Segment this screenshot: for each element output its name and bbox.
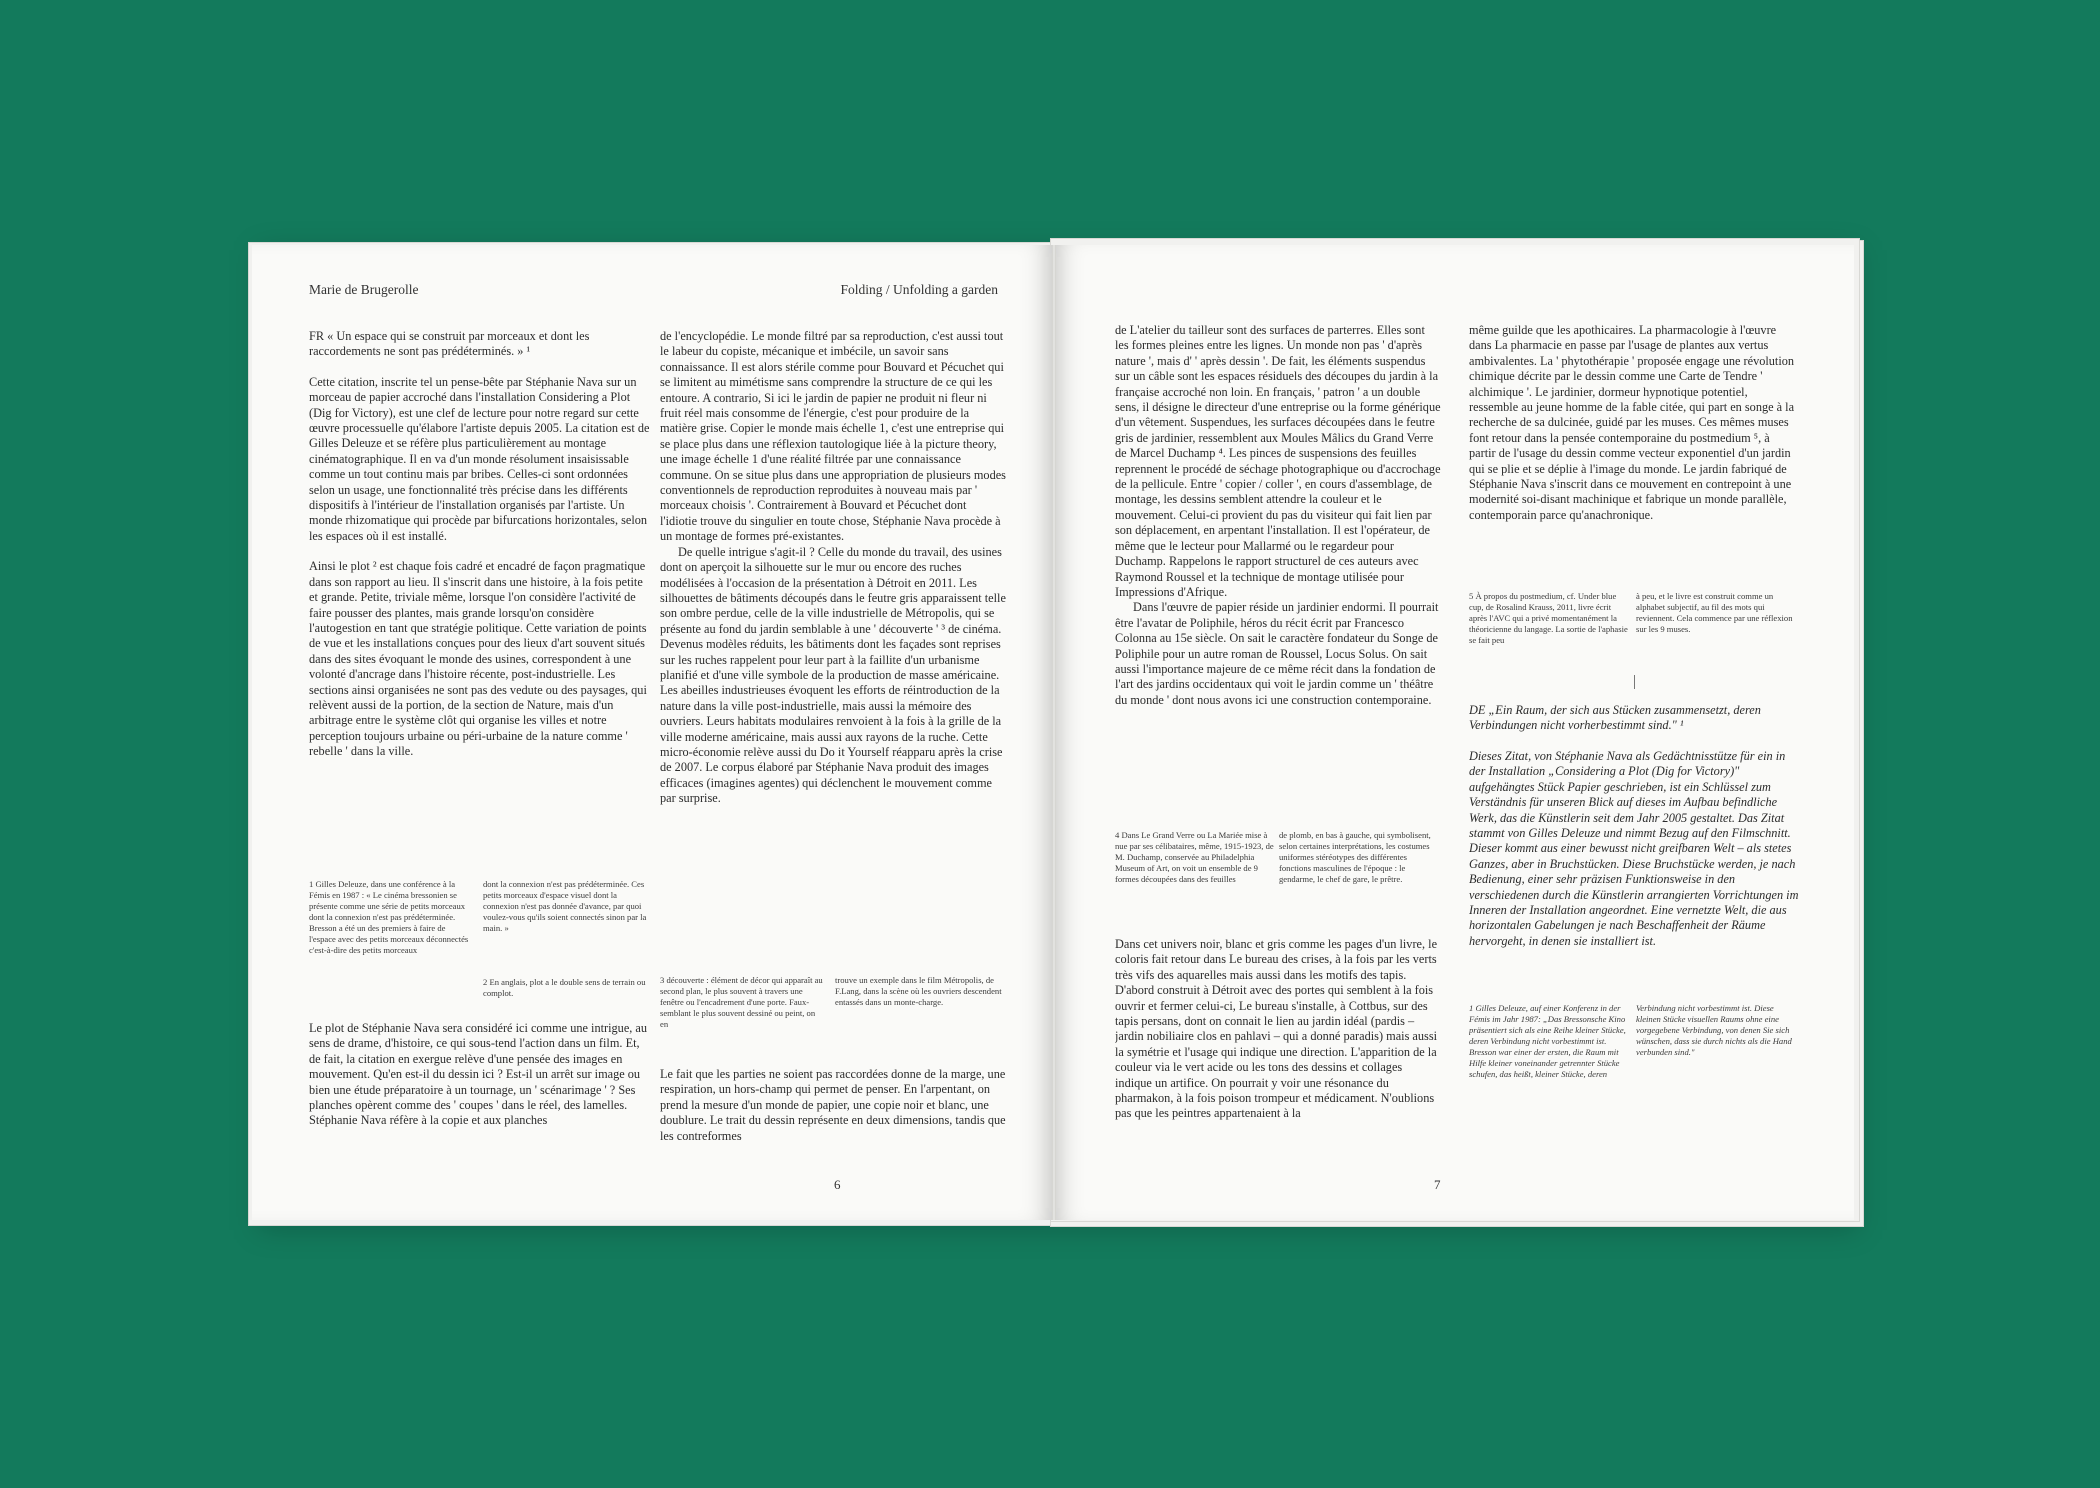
book-gutter xyxy=(1052,245,1056,1220)
paragraph: de l'encyclopédie. Le monde filtré par sa reproduction, c'est aussi tout le labeur du copiste, mécanique et imbécile, un savoir sans connaissance. Il est alors stérile comme pour Bouvard et Pécuchet qui se limitent au mimétisme sans comprendre la structure de ce qui les entoure. A contrario, Si ici le jardin de papier ne produit ni fleur ni fruit réel mais consomme de l'énergie, c'est pour produire de la matière grise. Copier le monde mais échelle 1, c'est une entreprise qui se place plus dans une réflexion tautologique liée à la picture theory, une image échelle 1 d'une réalité filtrée par une connaissance commune. On se situe plus dans une appropriation de plusieurs modes conventionnels de reproduction reproduites à nouveau mais par ' morceaux choisis '. Contrairement à Bouvard et Pécuchet dont l'idiotie trouve du singulier en toute chose, Stéphanie Nava procède à un montage de formes pré-existantes. xyxy=(660,329,1006,544)
left-page xyxy=(252,245,1053,1220)
paragraph: même guilde que les apothicaires. La pharmacologie à l'œuvre dans La pharmacie en passe par l'usage de plantes aux vertus ambivalentes. La ' phytothérapie ' proposée engage une révolution chimique décrite par le dessin comme une Carte de Tendre ' alchimique '. Le jardinier, dormeur hypnotique potentiel, ressemble au jeune homme de la fable citée, qui part en songe à la recherche de sa dulcinée, guidé par les muses. Ces mêmes muses font retour dans la pensée contemporaine du postmedium ⁵, à partir de l'usage du dessin comme vecteur exponentiel d'un jardin qui se plie et se déplie à l'image du monde. Le jardin fabriqué de Stéphanie Nava s'inscrit dans ce mouvement en contrepoint à une modernité soi-disant machinique et fabrique un monde parallèle, contemporain parce qu'anachronique. xyxy=(1469,323,1795,522)
footnote-de-b: Verbindung nicht vorbestimmt ist. Diese kleinen Stücke visuellen Raums ohne eine vorgegebene Verbindung, von denen Sie sich wünschen, dass sie durch nichts als die Hand verbunden sind." xyxy=(1636,1003,1792,1057)
running-title: Folding / Unfolding a garden xyxy=(840,282,998,297)
right-col2-text xyxy=(1469,323,1799,585)
footnote-1b: dont la connexion n'est pas prédéterminée. Ces petits morceaux d'espace visuel dont la connexion n'est pas donnée d'avance, par quoi voulez-vous qu'ils soient connectés sinon par la main. » xyxy=(483,879,647,933)
right-page xyxy=(1053,245,1854,1220)
paragraph: De quelle intrigue s'agit-il ? Celle du monde du travail, des usines dont on aperçoit la silhouette sur le mur ou encore des ruches modélisées à l'occasion de la présentation à Détroit en 2011. Les silhouettes de bâtiments découpés dans le feutre gris apparaissent telle son ombre perdue, celle de la ville industrielle de Métropolis, qui se présente au fond du jardin semblable à une ' découverte ' ³ de cinéma. Devenus modèles réduits, les bâtiments dont les façades sont reprises sur les ruches rappelent pour leur part à la faillite d'un urbanisme planifié et d'une ville symbole de la production de masse américaine. Les abeilles industrieuses évoquent les efforts de réintroduction de la nature dans la ville post-industrielle, mais aussi la mémoire des ouvriers. Leurs habitats modulaires renvoient à la fois à la grille de la ville moderne américaine, mais aussi aux rayons de la ruche. Cette micro-économie relève aussi du Do it Yourself réapparu après la crise de 2007. Le corpus élaboré par Stéphanie Nava produit des images efficaces (imagines agentes) qui déclenchent le mouvement comme par surprise. xyxy=(660,544,1006,806)
paragraph: Dans l'œuvre de papier réside un jardinier endormi. Il pourrait être l'avatar de Poliphile, héros du récit écrit par Francesco Colonna au 15e siècle. On sait le caractère fondateur du Songe de Poliphile pour un autre roman de Roussel, Locus Solus. On sait aussi l'importance majeure de ce même récit dans la fondation de l'art des jardins occidentaux qui voit le jardin comme un ' théâtre du monde ' dont nous avons ici une construction contemporaine. xyxy=(1115,600,1439,707)
footnote-4b: de plomb, en bas à gauche, qui symbolisent, selon certaines interprétations, les costumes uniformes stéréotypes des différentes fonctions masculines de l'époque : le gendarme, le chef de gare, le prêtre. xyxy=(1279,830,1431,884)
footnote-3a: 3 découverte : élément de décor qui apparaît au second plan, le plus souvent à travers une fenêtre ou l'encadrement d'une porte. Faux-semblant le plus souvent dessiné ou peint, on en xyxy=(660,975,823,1029)
footnote-2: 2 En anglais, plot a le double sens de terrain ou complot. xyxy=(483,977,646,998)
footnote-5b: à peu, et le livre est construit comme un alphabet subjectif, au fil des mots qui reviennent. Cela commence par une réflexion sur les 9 muses. xyxy=(1636,591,1793,634)
left-col2-bottom: Le fait que les parties ne soient pas raccordées donne de la marge, une respiration, un hors-champ qui permet de penser. En l'arpentant, on prend la mesure d'un monde de papier, une copie noir et blanc, une doublure. Le trait du dessin représente en deux dimensions, tandis que les contreformes xyxy=(660,1067,1006,1143)
page-number-right: 7 xyxy=(1434,1177,1441,1192)
footnote-5a: 5 À propos du postmedium, cf. Under blue cup, de Rosalind Krauss, 2011, livre écrit après l'AVC qui a privé momentanément la théoricienne du langage. La sortie de l'aphasie se fait peu xyxy=(1469,591,1628,645)
footnote-1a: 1 Gilles Deleuze, dans une conférence à la Fémis en 1987 : « Le cinéma bressonien se présente comme une série de petits morceaux dont la connexion n'est pas prédéterminée. Bresson a été un des premiers à faire de l'espace avec des petits morceaux déconnectés c'est-à-dire des petits morceaux xyxy=(309,879,469,955)
page-number-left: 6 xyxy=(834,1177,841,1192)
fr-epigraph: FR « Un espace qui se construit par morceaux et dont les raccordements ne sont pas prédéterminés. » ¹ xyxy=(309,329,590,359)
paragraph: Cette citation, inscrite tel un pense-bête par Stéphanie Nava sur un morceau de papier accroché dans l'installation Considering a Plot (Dig for Victory), est une clef de lecture pour notre regard sur cette œuvre processuelle qu'élabore l'artiste depuis 2005. La citation est de Gilles Deleuze et se réfère plus particulièrement au montage cinématographique. Il en va d'un monde résolument insaisissable comme un tout continu mais par bribes. Celles-ci sont ordonnées selon un usage, une fonctionnalité très précise dans les différents dispositifs à l'intérieur de l'installation organisés par l'artiste. Un monde rhizomatique qui procède par bifurcations horizontales, selon les espaces où il est installé. xyxy=(309,374,650,543)
book-spread xyxy=(252,245,1855,1220)
right-col1-text xyxy=(1115,323,1441,815)
right-col1-bottom: Dans cet univers noir, blanc et gris comme les pages d'un livre, le coloris fait retour dans Le bureau des crises, à la fois par les verts très vifs des aquarelles mais aussi dans les motifs des tapis. D'abord construit à Détroit avec des portes qui semblent à la fois ouvrir et fermer celui-ci, Le bureau s'installe, à Cottbus, sur des tapis persans, dont on connait le lien au jardin idéal (pardis – jardin nobiliaire clos en pahlavi – qui a donné paradis) mais aussi la symétrie et l'usage qui indique une direction. L'apparition de la couleur via le vert acide ou les tons des dessins et collages indique un artifice. On pourrait y voir une résonance du pharmakon, à la fois poison trompeur et médicament. N'oublions pas que les peintres appartenaient à la xyxy=(1115,937,1438,1121)
de-epigraph: DE „Ein Raum, der sich aus Stücken zusammensetzt, deren Verbindungen nicht vorherbestimmt sind." ¹ xyxy=(1469,703,1761,733)
footnote-3b: trouve un exemple dans le film Métropolis, de F.Lang, dans la scène où les ouvriers descendent entassés dans un monte-charge. xyxy=(835,975,1002,1007)
de-paragraph: Dieses Zitat, von Stéphanie Nava als Gedächtnisstütze für ein in der Installation „Considering a Plot (Dig for Victory)" aufgehängtes Stück Papier geschrieben, ist ein Schlüssel zum Verständnis für unseren Blick auf dieses im Aufbau befindliche Werk, das die Künstlerin seit dem Jahr 2005 gestaltet. Das Zitat stammt von Gilles Deleuze und nimmt Bezug auf den Filmschnitt. Dieser kommt aus einer bewusst nicht greifbaren Welt – als stetes Ganzes, aber in Bruchstücken. Diese Bruchstücke werden, je nach Bedienung, einer sehr präzisen Funktionsweise in den verschiedenen durch die Künstlerin arrangierten Vorrichtungen im Inneren der Installation angeordnet. Eine vernetzte Welt, die aus horizontalen Gabelungen je nach Beschaffenheit der Räume hervorgeht, in denen sie installiert ist. xyxy=(1469,749,1799,948)
divider-mark xyxy=(1634,675,1635,689)
left-col2-text xyxy=(660,329,1006,969)
left-col1-bottom: Le plot de Stéphanie Nava sera considéré ici comme une intrigue, au sens de drame, d'histoire, ce qui sous-tend l'action dans un film. Et, de fait, la citation en exergue relève d'une pensée des images en mouvement. Qu'en est-il du dessin ici ? Est-il un arrêt sur image ou bien une étude préparatoire à un tournage, un ' scénarimage ' ? Ses planches opèrent comme des ' coupes ' dans le réel, des lamelles. Stéphanie Nava réfère à la copie et aux planches xyxy=(309,1021,648,1128)
left-col1-text xyxy=(309,329,654,864)
footnote-de-a: 1 Gilles Deleuze, auf einer Konferenz in der Fémis im Jahr 1987: „Das Bressonsche Kino präsentiert sich als eine Reihe kleiner Stücke, deren Verbindung nicht vorbestimmt ist. Bresson war einer der ersten, die Raum mit Hilfe kleiner voneinander getrennter Stücke schufen, das heißt, kleiner Stücke, deren xyxy=(1469,1003,1626,1079)
paragraph: de L'atelier du tailleur sont des surfaces de parterres. Elles sont les formes pleines entre les lignes. Un monde non pas ' d'après nature ', mais d' ' après dessin '. De fait, les éléments suspendus sur un câble sont les espaces résiduels des découpes du jardin à la française accroché non loin. En français, ' patron ' a un double sens, il désigne le directeur d'une entreprise ou la forme générique d'un vêtement. Suspendues, les surfaces découpées dans le feutre gris de jardinier, ressemblent aux Moules Mâlics du Grand Verre de Marcel Duchamp ⁴. Les pinces de suspensions des feuilles reprennent le procédé de séchage photographique ou d'accrochage de la pellicule. Entre ' copier / coller ', en cours d'assemblage, de montage, les dessins semblent attendre la couleur et le mouvement. Celui-ci provient du pas du visiteur qui fait lien par son déplacement, en arpentant l'installation. Il est l'opérateur, de même que le lecteur pour Mallarmé ou le regardeur pour Duchamp. Rappelons le rapport structurel de ces auteurs avec Raymond Roussel et la technique de montage utilisée pour Impressions d'Afrique. xyxy=(1115,323,1441,599)
author-header: Marie de Brugerolle xyxy=(309,282,419,297)
footnote-4a: 4 Dans Le Grand Verre ou La Mariée mise à nue par ses célibataires, même, 1915-1923, de M. Duchamp, conservée au Philadelphia Museum of Art, on voit un ensemble de 9 formes découpées dans des feuilles xyxy=(1115,830,1274,884)
paragraph: Ainsi le plot ² est chaque fois cadré et encadré de façon pragmatique dans son rapport au lieu. Il s'inscrit dans une histoire, à la fois petite et grande. Petite, triviale même, lorsque l'on considère l'activité de faire pousser des plantes, mais grande lorsqu'on considère l'autogestion en tant que stratégie politique. Cette variation de points de vue et les installations conçues pour des lieux d'art souvent situés dans des sites évoquant le monde des usines, correspondent à une volonté d'ancrage dans l'histoire récente, post-industrielle. Les sections ainsi organisées ne sont pas des vedute ou des paysages, qui relèvent aussi de la portion, de la section de Nature, mais d'un arbitrage entre le système clôt qui organise les villes et notre perception toujours urbaine ou péri-urbaine de la nature comme ' rebelle ' dans la ville. xyxy=(309,559,647,759)
